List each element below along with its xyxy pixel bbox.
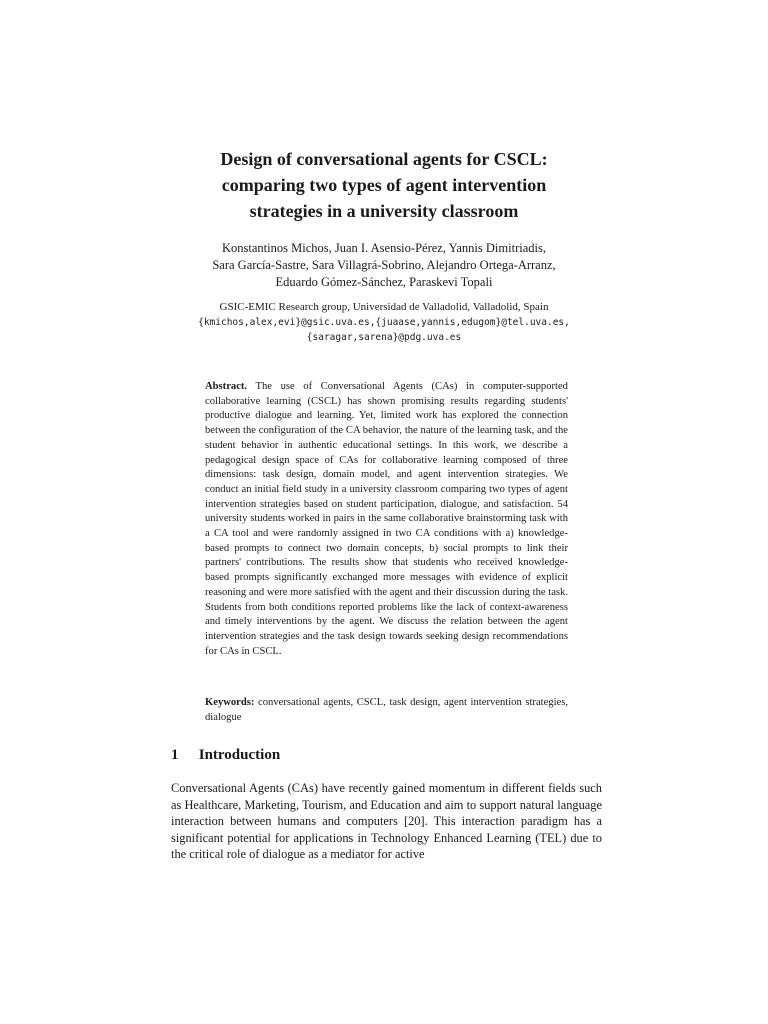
abstract (205, 380, 568, 659)
intro-paragraph: Conversational Agents (CAs) have recently gained momentum in different fields such as Healthcare, Marketing, Tourism, and Education and aim to support natural language interaction between humans and computers [20]. This interaction paradigm has a significant potential for applications in Technology Enhanced Learning (TEL) due to the critical role of dialogue as a mediator for active (171, 781, 602, 862)
title-line: strategies in a university classroom (249, 201, 519, 221)
author-line: Eduardo Gómez-Sánchez, Paraskevi Topali (275, 275, 493, 289)
section-heading (171, 747, 280, 764)
title-line: comparing two types of agent intervention (221, 175, 547, 195)
keywords (205, 696, 568, 725)
section-title: Introduction (198, 747, 281, 763)
email-line: {saragar,sarena}@pdg.uva.es (306, 332, 462, 343)
affiliation-block (120, 300, 648, 345)
section-number: 1 (171, 747, 179, 763)
keywords-text: conversational agents, CSCL, task design, agent intervention strategies, dialogue (205, 697, 569, 723)
author-line: Sara García-Sastre, Sara Villagrá-Sobrino, Alejandro Ortega-Arranz, (212, 258, 556, 272)
paper-title (120, 146, 648, 224)
email-line: {kmichos,alex,evi}@gsic.uva.es,{juaase,yannis,edugom}@tel.uva.es, (198, 317, 570, 328)
author-line: Konstantinos Michos, Juan I. Asensio-Pérez, Yannis Dimitriadis, (222, 241, 546, 255)
title-line: Design of conversational agents for CSCL: (220, 149, 548, 169)
keywords-label: Keywords: (205, 697, 255, 708)
abstract-label: Abstract. (205, 381, 248, 392)
affiliation: GSIC-EMIC Research group, Universidad de Valladolid, Valladolid, Spain (219, 301, 549, 313)
author-list (120, 240, 648, 291)
abstract-text: The use of Conversational Agents (CAs) in computer-supported collaborative learning (CSCL) has shown promising results regarding students' productive dialogue and learning. Yet, limited work has explored the connection between the configuration of the CA behavior, the nature of the learning task, and the student behavior in authentic educational settings. In this work, we describe a pedagogical design space of CAs for collaborative learning composed of three dimensions: task design, domain model, and agent intervention strategies. We conduct an initial field study in a university classroom comparing two types of agent intervention strategies based on student participation, dialogue, and satisfaction. 54 university students worked in pairs in the same collaborative brainstorming task with a CA tool and were randomly assigned in two CA conditions with a) knowledge-based prompts to connect two domain concepts, b) social prompts to link their partners' contributions. The results show that students who received knowledge-based prompts significantly exchanged more messages with evidence of explicit reasoning and were more satisfied with the agent and their discussion during the task. Students from both conditions reported problems like the lack of context-awareness and timely interventions by the agent. We discuss the relation between the agent intervention strategies and the task design towards seeking design recommendations for CAs in CSCL. (205, 381, 568, 657)
